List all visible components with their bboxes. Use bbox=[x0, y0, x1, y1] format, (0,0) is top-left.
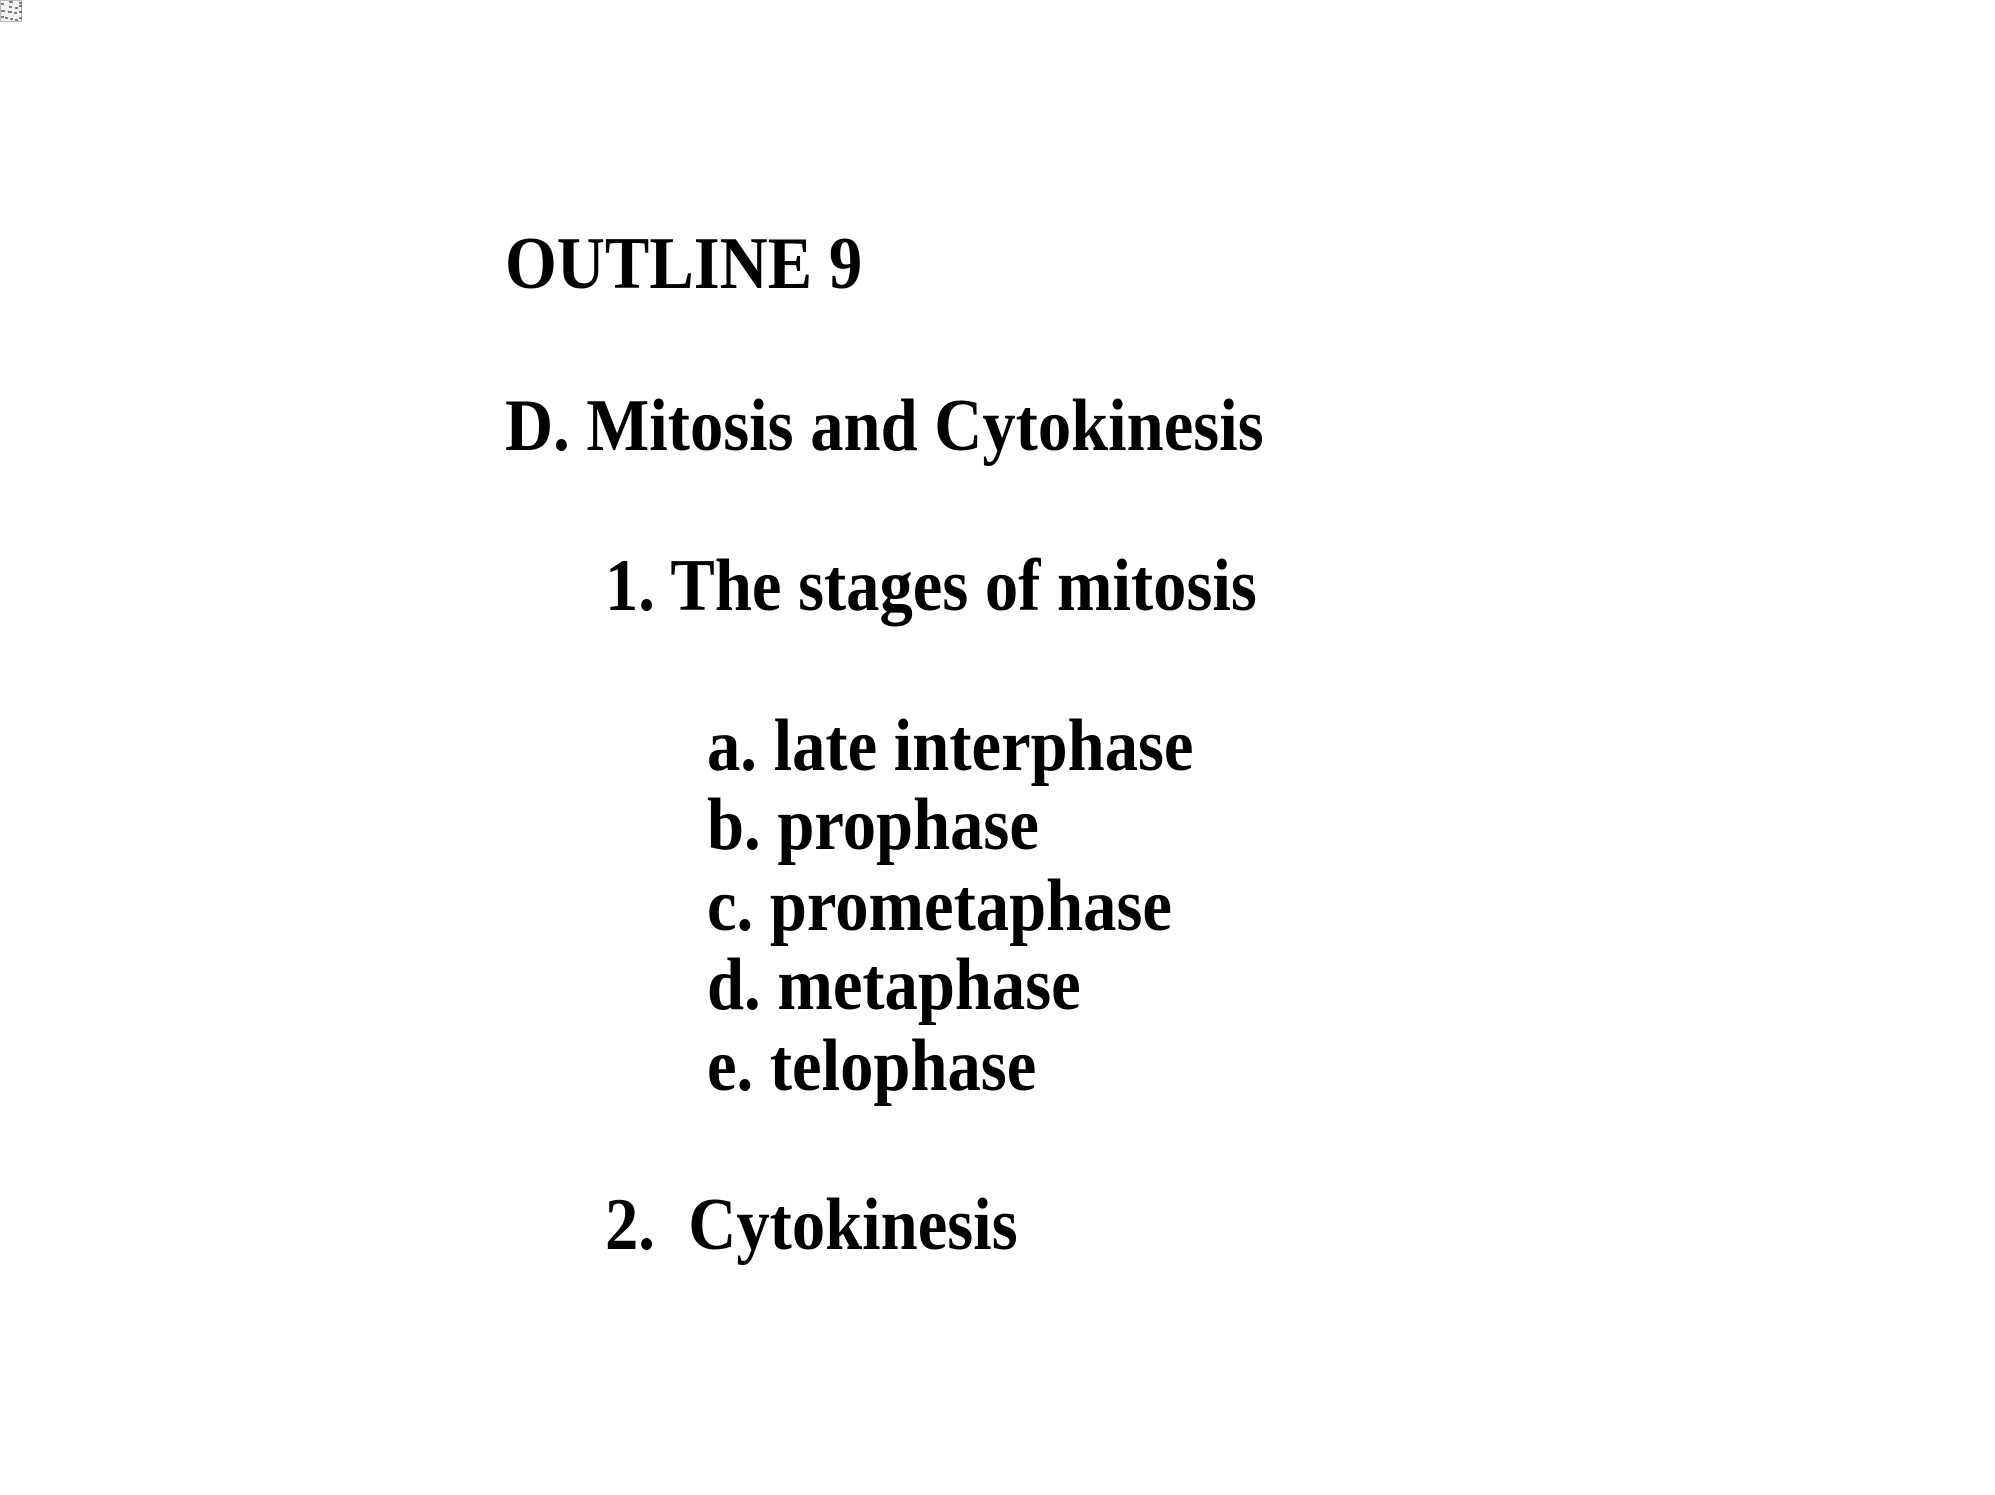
outline-subitem-e: e. telophase bbox=[707, 1025, 1037, 1107]
outline-item-2: 2. Cytokinesis bbox=[605, 1184, 1018, 1266]
outline-subitem-c: c. prometaphase bbox=[707, 865, 1172, 947]
document-icon bbox=[0, 0, 24, 22]
outline-item-1: 1. The stages of mitosis bbox=[605, 545, 1257, 627]
outline-subitem-a: a. late interphase bbox=[707, 705, 1194, 787]
outline-subitem-d: d. metaphase bbox=[707, 944, 1081, 1026]
outline-subitem-b: b. prophase bbox=[707, 784, 1039, 866]
outline-title: OUTLINE 9 bbox=[505, 223, 863, 305]
section-heading: D. Mitosis and Cytokinesis bbox=[505, 385, 1264, 467]
